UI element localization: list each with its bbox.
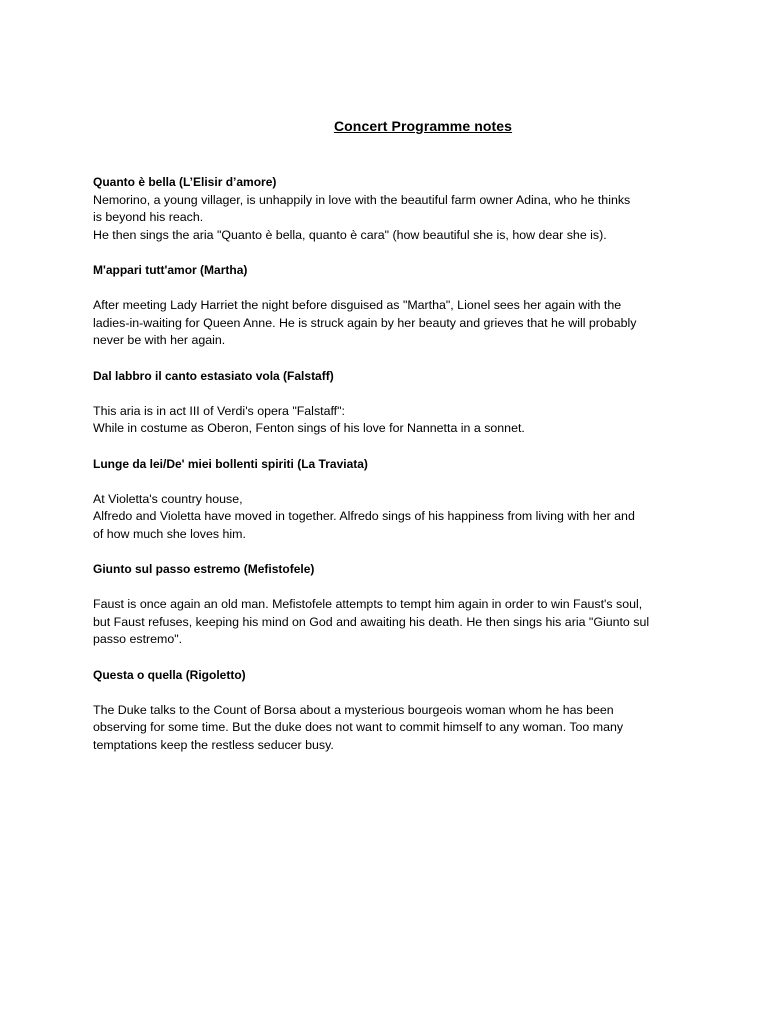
- paragraph-line: passo estremo".: [93, 632, 183, 647]
- paragraph-line: ladies-in-waiting for Queen Anne. He is struck again by her beauty and grieves that he will probably: [93, 315, 637, 330]
- section-quanto-e-bella: [93, 174, 683, 244]
- paragraph-line: Alfredo and Violetta have moved in together. Alfredo sings of his happiness from living with her and: [93, 509, 635, 524]
- paragraph-line: Faust is once again an old man. Mefistofele attempts to tempt him again in order to win Faust's soul,: [93, 597, 643, 612]
- section-heading: Dal labbro il canto estasiato vola (Falstaff): [93, 368, 334, 383]
- document-body: [93, 174, 683, 755]
- paragraph-line: After meeting Lady Harriet the night before disguised as "Martha", Lionel sees her again with the: [93, 298, 622, 313]
- paragraph-line: temptations keep the restless seducer busy.: [93, 738, 334, 752]
- section-heading: Lunge da lei/De' miei bollenti spiriti (La Traviata): [93, 456, 368, 471]
- section-dal-labbro: [93, 368, 683, 438]
- paragraph-line: observing for some time. But the duke does not want to commit himself to any woman. Too many: [93, 720, 624, 735]
- section-lunge-da-lei: [93, 456, 683, 544]
- paragraph-line: The Duke talks to the Count of Borsa about a mysterious bourgeois woman whom he has been: [93, 702, 614, 717]
- section-giunto-sul-passo: [93, 561, 683, 649]
- page-title: Concert Programme notes: [333, 118, 513, 134]
- paragraph-line: never be with her again.: [93, 333, 226, 348]
- paragraph-line: This aria is in act III of Verdi's opera "Falstaff":: [93, 403, 345, 418]
- paragraph-line: but Faust refuses, keeping his mind on God and awaiting his death. He then sings his aria "Giunto sul: [93, 614, 650, 629]
- section-questa-o-quella: [93, 667, 683, 755]
- section-heading: M'appari tutt'amor (Martha): [93, 262, 248, 277]
- paragraph-line: He then sings the aria "Quanto è bella, quanto è cara" (how beautiful she is, how dear she is).: [93, 227, 607, 242]
- paragraph-line: is beyond his reach.: [93, 210, 204, 225]
- paragraph-line: Nemorino, a young villager, is unhappily in love with the beautiful farm owner Adina, who he thinks: [93, 192, 631, 207]
- paragraph-line: While in costume as Oberon, Fenton sings of his love for Nannetta in a sonnet.: [93, 421, 525, 436]
- section-heading: Quanto è bella (L’Elisir d’amore): [93, 175, 277, 189]
- paragraph-line: At Violetta's country house,: [93, 491, 243, 506]
- paragraph-line: of how much she loves him.: [93, 526, 246, 541]
- section-mappari-tuttamor: [93, 262, 683, 350]
- section-heading: Giunto sul passo estremo (Mefistofele): [93, 562, 315, 577]
- section-heading: Questa o quella (Rigoletto): [93, 667, 246, 682]
